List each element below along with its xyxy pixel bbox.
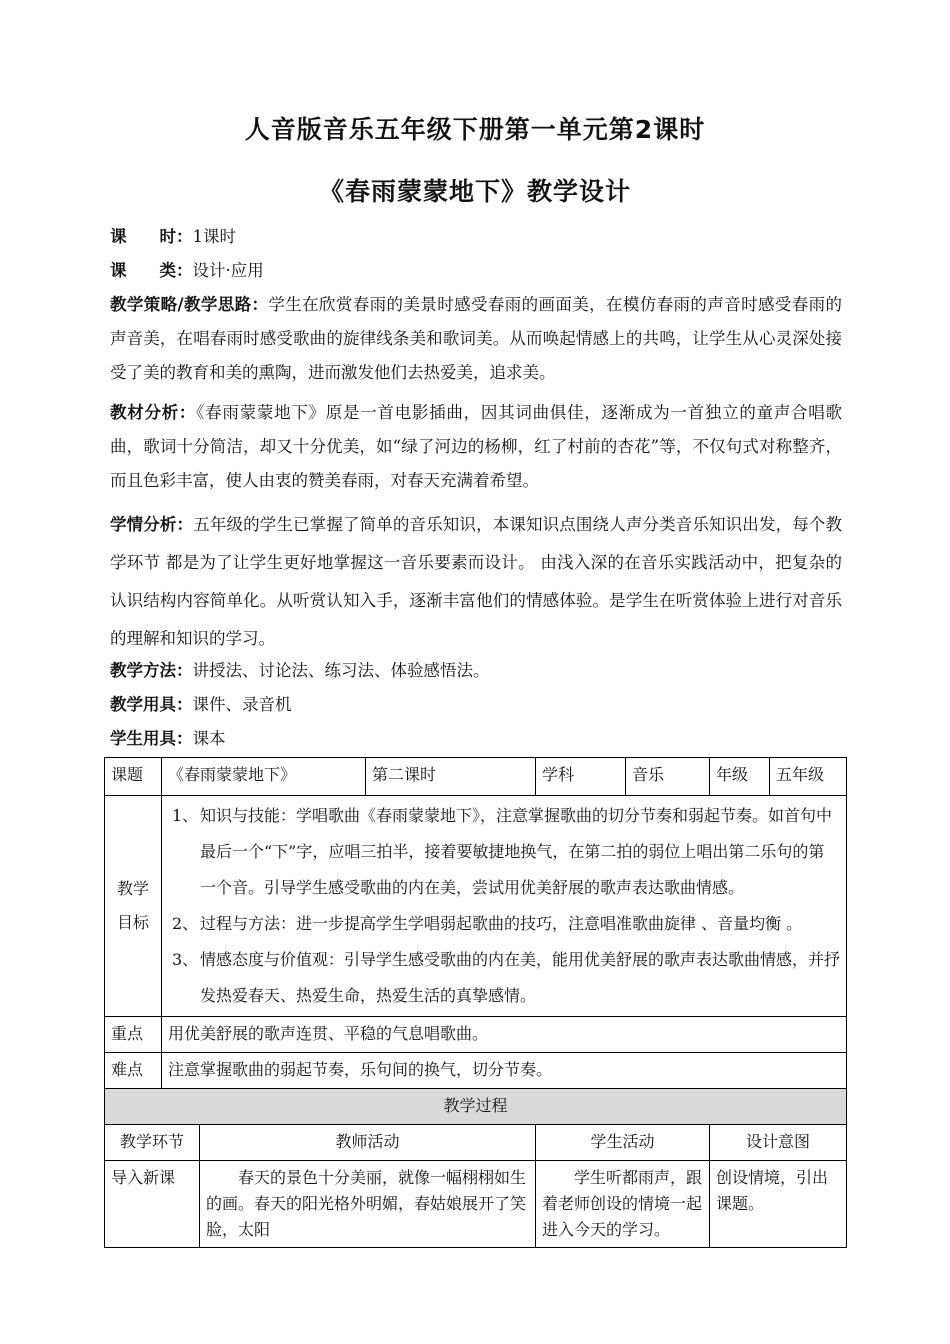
student-tools-text: 课本 — [192, 729, 226, 748]
table-row — [105, 1053, 847, 1089]
student-tools-label: 学生用具： — [110, 729, 193, 748]
table-row — [105, 758, 847, 796]
list-item — [168, 798, 840, 906]
process-col-intent: 设计意图 — [710, 1125, 847, 1161]
meta-type — [110, 254, 842, 288]
table-row — [105, 1125, 847, 1161]
table-row — [105, 1017, 847, 1053]
process-student-cell: 学生听都雨声，跟着老师创设的情境一起进入今天的学习。 — [536, 1161, 710, 1248]
lesson-plan-table — [104, 757, 847, 1248]
difficult-point-cell: 注意掌握歌曲的弱起节奏，乐句间的换气，切分节奏。 — [162, 1053, 847, 1089]
goals-cell — [162, 796, 847, 1017]
goal-number: 3、 — [172, 950, 199, 969]
section-student-analysis — [110, 506, 842, 658]
strategy-label: 教学策略/教学思路： — [110, 295, 269, 314]
hours-label: 课 时： — [110, 227, 193, 246]
hours-value: 1课时 — [192, 227, 236, 246]
strategy-text: 学生在欣赏春雨的美景时感受春雨的画面美，在模仿春雨的声音时感受春雨的声音美，在唱春雨时感受歌曲的旋律线条美和歌词美。从而唤起情感上的共鸣，让学生从心灵深处接受了美的教育和美的熏陶，进而激发他们去热爱美，追求美。 — [110, 295, 842, 382]
subject-value-cell: 音乐 — [626, 758, 710, 796]
goal-text: 知识与技能：学唱歌曲《春雨蒙蒙地下》，注意掌握歌曲的切分节奏和弱起节奏。如首句中最后一个“下”字，应唱三拍半，接着要敏捷地换气，在第二拍的弱位上唱出第二乐句的第一个音。引导学生感受歌曲的内在美，尝试用优美舒展的歌声表达歌曲情感。 — [200, 806, 833, 897]
section-teaching-tools — [110, 688, 842, 722]
goal-number: 1、 — [172, 806, 199, 825]
teaching-tools-label: 教学用具： — [110, 695, 193, 714]
key-point-cell: 用优美舒展的歌声连贯、平稳的气息唱歌曲。 — [162, 1017, 847, 1053]
table-row — [105, 1161, 847, 1248]
difficult-point-label-cell: 难点 — [105, 1053, 162, 1089]
lesson-number-cell: 第二课时 — [366, 758, 536, 796]
grade-label-cell: 年级 — [710, 758, 770, 796]
process-col-student: 学生活动 — [536, 1125, 710, 1161]
goal-text: 过程与方法：进一步提高学生学唱弱起歌曲的技巧，注意唱准歌曲旋律 、音量均衡 。 — [200, 914, 803, 933]
process-intent-cell: 创设情境，引出课题。 — [710, 1161, 847, 1248]
method-text: 讲授法、讨论法、练习法、体验感悟法。 — [192, 661, 490, 680]
process-col-teacher: 教师活动 — [200, 1125, 536, 1161]
goals-list — [168, 798, 840, 1014]
topic-label-cell: 课题 — [105, 758, 162, 796]
table-row — [105, 1089, 847, 1125]
list-item — [168, 942, 840, 1014]
key-point-label-cell: 重点 — [105, 1017, 162, 1053]
process-header-cell: 教学过程 — [105, 1089, 847, 1125]
textbook-analysis-label: 教材分析： — [110, 403, 197, 422]
grade-value-cell: 五年级 — [770, 758, 847, 796]
section-student-tools — [110, 722, 842, 756]
student-analysis-text: 五年级的学生已掌握了简单的音乐知识，本课知识点围绕人声分类音乐知识出发，每个教学环节 都是为了让学生更好地掌握这一音乐要素而设计。 由浅入深的在音乐实践活动中，把复杂的认识结构内容简单化。从听赏认知入手，逐渐丰富他们的情感体验。是学生在听赏体验上进行对音乐的理解和知识的学习。 — [110, 515, 843, 648]
document-subtitle: 《春雨蒙蒙地下》教学设计 — [318, 177, 631, 206]
document-title: 人音版音乐五年级下册第一单元第2课时 — [244, 115, 706, 144]
type-value: 设计·应用 — [192, 261, 264, 280]
section-strategy — [110, 288, 842, 390]
goal-number: 2、 — [172, 914, 199, 933]
list-item — [168, 906, 840, 942]
topic-value-cell: 《春雨蒙蒙地下》 — [162, 758, 366, 796]
subject-label-cell: 学科 — [536, 758, 626, 796]
teaching-tools-text: 课件、录音机 — [192, 695, 292, 714]
goal-text: 情感态度与价值观：引导学生感受歌曲的内在美，能用优美舒展的歌声表达歌曲情感，并抒发热爱春天、热爱生命，热爱生活的真挚感情。 — [200, 950, 841, 1005]
meta-hours — [110, 220, 842, 254]
process-col-stage: 教学环节 — [105, 1125, 200, 1161]
section-method — [110, 654, 842, 688]
goals-label-cell: 教学目标 — [105, 796, 162, 1017]
student-analysis-label: 学情分析： — [110, 515, 194, 534]
table-row — [105, 796, 847, 1017]
method-label: 教学方法： — [110, 661, 193, 680]
process-stage-cell: 导入新课 — [105, 1161, 200, 1248]
section-textbook-analysis — [110, 396, 842, 498]
type-label: 课 类： — [110, 261, 193, 280]
textbook-analysis-text: 《春雨蒙蒙地下》原是一首电影插曲，因其词曲俱佳，逐渐成为一首独立的童声合唱歌曲，歌词十分简洁，却又十分优美，如“绿了河边的杨柳，红了村前的杏花”等，不仅句式对称整齐，而且色彩丰富，使人由衷的赞美春雨，对春天充满着希望。 — [110, 403, 843, 490]
process-teacher-cell: 春天的景色十分美丽，就像一幅栩栩如生的画。春天的阳光格外明媚，春姑娘展开了笑脸，太阳 — [200, 1161, 536, 1248]
